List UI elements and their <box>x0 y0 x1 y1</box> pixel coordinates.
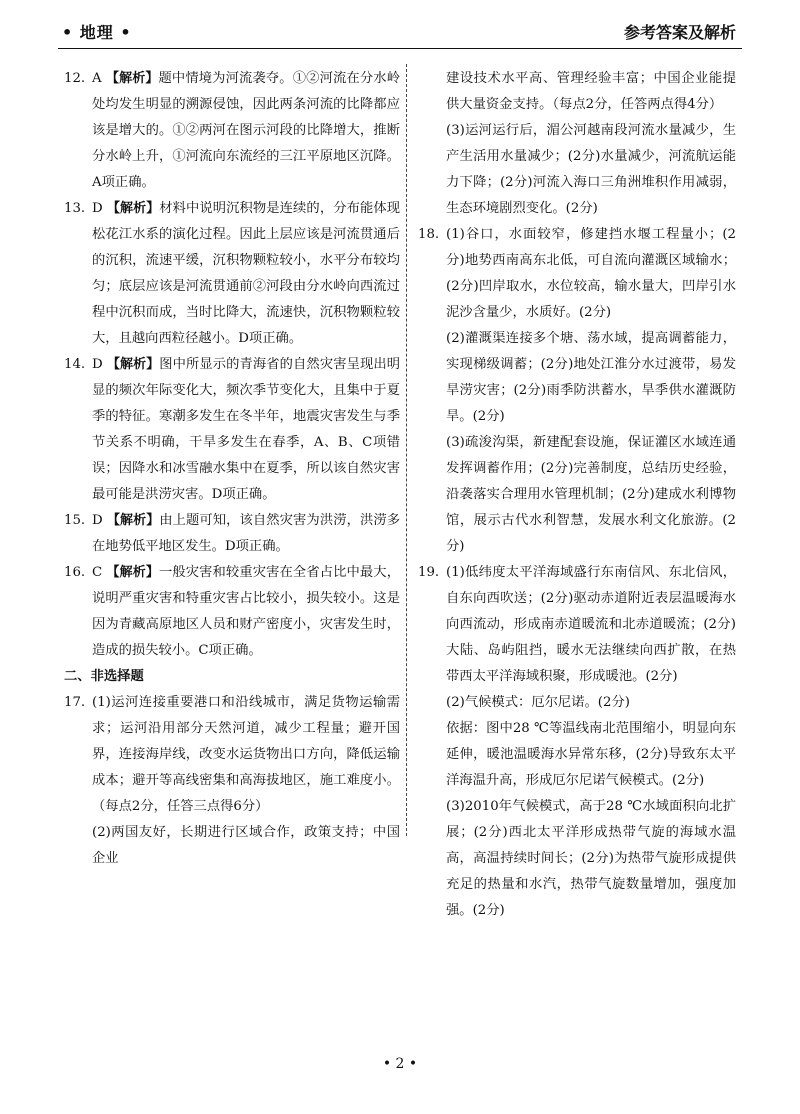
analysis-tag: 【解析】 <box>106 201 160 216</box>
answer-item-13 <box>64 196 400 352</box>
answer-item-17-part-2: (2)两国友好，长期进行区域合作，政策支持；中国企业 <box>92 825 400 866</box>
item-number: 17. <box>64 695 86 710</box>
item-number: 12. <box>64 71 86 86</box>
answer-item-14 <box>64 352 400 508</box>
column-divider <box>406 64 407 836</box>
answer-item-16 <box>64 560 400 664</box>
answer-item-15 <box>64 508 400 560</box>
answer-item-18-part-2: (2)灌溉渠连接多个塘、荡水域，提高调蓄能力，实现梯级调蓄；(2分)地处江淮分水过渡带，易发旱涝灾害；(2分)雨季防洪蓄水，旱季供水灌溉防旱。(2分) <box>446 331 736 424</box>
answer-item-17-continued: 建设技术水平高、管理经验丰富；中国企业能提供大量资金支持。（每点2分，任答两点得4分） <box>446 71 736 112</box>
answer-item-18 <box>418 222 736 326</box>
item-number: 18. <box>418 227 440 242</box>
answer-letter: A <box>92 71 106 86</box>
answer-item-18-part-3: (3)疏浚沟渠，新建配套设施，保证灌区水域连通发挥调蓄作用；(2分)完善制度，总结历史经验，沿袭落实合理用水管理机制；(2分)建成水利博物馆，展示古代水利智慧，发展水利文化旅游。(2分) <box>446 435 736 554</box>
answer-letter: C <box>92 565 107 580</box>
analysis-text: 图中所显示的青海省的自然灾害呈现出明显的频次年际变化大，频次季节变化大，且集中于夏季的特征。寒潮多发生在冬半年，地震灾害发生与季节关系不明确，干旱多发生在春季，A、B、C项错误；因降水和冰雪融水集中在夏季，所以该自然灾害最可能是洪涝灾害。D项正确。 <box>92 357 400 502</box>
answer-part-1: (1)低纬度太平洋海域盛行东南信风、东北信风，自东向西吹送；(2分)驱动赤道附近表层温暖海水向西流动，形成南赤道暖流和北赤道暖流；(2分)大陆、岛屿阻挡，暖水无法继续向西扩散，在热带西太平洋海域积聚，形成暖池。(2分) <box>446 565 736 684</box>
answer-item-17-part-3: (3)运河运行后，湄公河越南段河流水量减少，生产生活用水量减少；(2分)水量减少，河流航运能力下降；(2分)河流入海口三角洲堆积作用减弱，生态环境剧烈变化。(2分) <box>446 123 736 216</box>
answer-item-19 <box>418 560 736 690</box>
item-number: 15. <box>64 513 86 528</box>
header-rule <box>58 48 742 49</box>
analysis-tag: 【解析】 <box>106 357 160 372</box>
answer-item-12 <box>64 66 400 196</box>
answer-item-19-part-3: (3)2010年气候模式，高于28 ℃水域面积向北扩展；(2分)西北太平洋形成热带气旋的海域水温高，高温持续时间长；(2分)为热带气旋形成提供充足的热量和水汽，热带气旋数量增加，强度加强。(2分) <box>446 799 736 918</box>
item-number: 14. <box>64 357 86 372</box>
analysis-text: 一般灾害和较重灾害在全省占比中最大，说明严重灾害和特重灾害占比较小，损失较小。这是因为青藏高原地区人员和财产密度小，灾害发生时，造成的损失较小。C项正确。 <box>92 565 401 658</box>
analysis-text: 材料中说明沉积物是连续的，分布能体现松花江水系的演化过程。因此上层应该是河流贯通后的沉积，流速平缓，沉积物颗粒较小，水平分布较均匀；底层应该是河流贯通前②河段由分水岭向西流过程中沉积而成，当时比降大，流速快，沉积物颗粒较大，且越向西粒径越小。D项正确。 <box>92 201 400 346</box>
item-number: 16. <box>64 565 86 580</box>
analysis-tag: 【解析】 <box>105 71 159 86</box>
right-column <box>418 66 736 924</box>
answer-item-19-basis: 依据：图中28 ℃等温线南北范围缩小，明显向东延伸，暖池温暖海水异常东移，(2分)导致东太平洋海温升高，形成厄尔尼诺气候模式。(2分) <box>446 721 736 788</box>
item-number: 19. <box>418 565 440 580</box>
section-heading: 二、非选择题 <box>64 669 144 684</box>
page-number: • 2 • <box>382 1056 418 1072</box>
answer-item-17 <box>64 690 400 820</box>
answer-letter: D <box>92 201 107 216</box>
answer-item-19-part-2: (2)气候模式：厄尔尼诺。(2分) <box>446 695 630 710</box>
analysis-text: 题中情境为河流袭夺。①②河流在分水岭处均发生明显的溯源侵蚀，因此两条河流的比降都应该是增大的。①②两河在图示河段的比降增大，推断分水岭上升，①河流向东流经的三江平原地区沉降。A项正确。 <box>92 71 400 190</box>
analysis-tag: 【解析】 <box>106 565 159 580</box>
header-title: 参考答案及解析 <box>623 23 736 42</box>
item-number: 13. <box>64 201 86 216</box>
answer-letter: D <box>92 357 107 372</box>
answer-part-1: (1)谷口，水面较窄，修建挡水堰工程量小；(2分)地势西南高东北低，可自流向灌溉区域输水；(2分)凹岸取水，水位较高，输水量大，凹岸引水泥沙含量少，水质好。(2分) <box>446 227 736 320</box>
answer-letter: D <box>92 513 107 528</box>
left-column <box>64 66 400 872</box>
analysis-tag: 【解析】 <box>106 513 160 528</box>
analysis-text: 由上题可知，该自然灾害为洪涝，洪涝多在地势低平地区发生。D项正确。 <box>92 513 400 554</box>
answer-part-1: (1)运河连接重要港口和沿线城市，满足货物运输需求；运河沿用部分天然河道，减少工程量；避开国界，连接海岸线，改变水运货物出口方向，降低运输成本；避开等高线密集和高海拔地区，施工难度小。（每点2分，任答三点得6分） <box>92 695 400 814</box>
header-subject: • 地理 • <box>62 23 132 42</box>
